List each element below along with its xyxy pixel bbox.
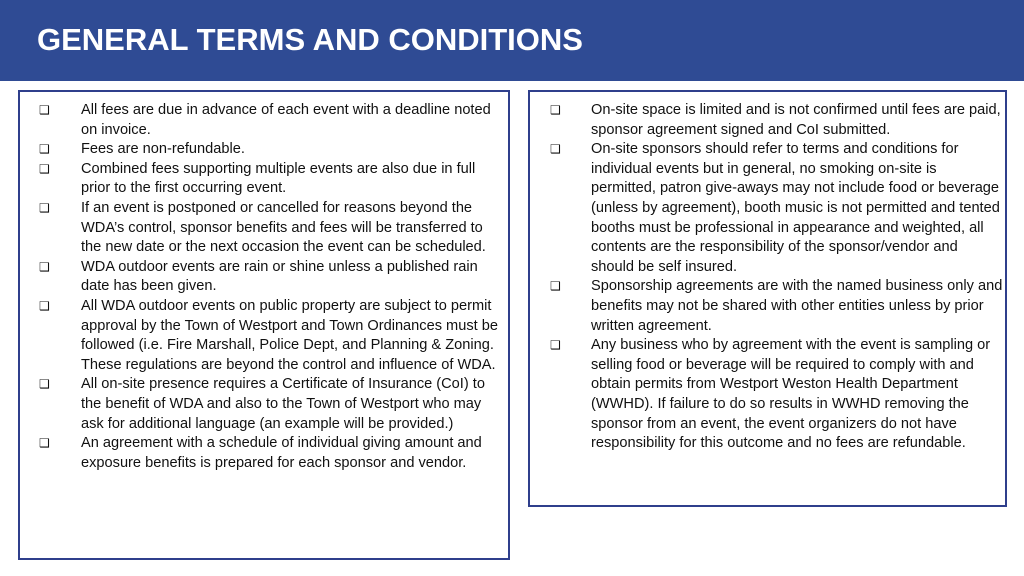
term-text: Combined fees supporting multiple events are also due in full prior to the first occurring event. xyxy=(81,160,476,197)
checkbox-square-icon: ❑ xyxy=(39,259,50,274)
term-text: On-site space is limited and is not confirmed until fees are paid, sponsor agreement signed and CoI submitted. xyxy=(591,102,1001,138)
checkbox-square-icon: ❑ xyxy=(39,142,50,157)
term-item xyxy=(530,101,1007,140)
checkbox-square-icon: ❑ xyxy=(39,200,50,215)
term-text: All WDA outdoor events on public property are subject to permit approval by the Town of Westport and Town Ordinances must be followed (i.e. Fire Marshall, Police Dept, and Planning & Zoning. These regulations are beyond the control and influence of WDA. xyxy=(81,297,498,373)
checkbox-square-icon: ❑ xyxy=(550,338,561,353)
left-terms-list xyxy=(20,101,510,473)
term-item xyxy=(20,199,510,258)
term-text: Sponsorship agreements are with the named business only and benefits may not be shared with other entities unless by prior written agreement. xyxy=(591,278,1003,334)
term-item xyxy=(530,140,1007,277)
checkbox-square-icon: ❑ xyxy=(39,161,50,176)
term-text: Any business who by agreement with the event is sampling or selling food or beverage will be required to comply with and obtain permits from Westport Weston Health Department (WWHD). If failure to do so results in WWHD removing the sponsor from an event, the event organizers do not have responsibility for this outcome and no fees are refundable. xyxy=(591,337,991,452)
term-item xyxy=(20,140,510,160)
term-text: On-site sponsors should refer to terms and conditions for individual events but in general, no smoking on-site is permitted, patron give-aways may not include food or beverage (unless by agreement), booth music is not permitted and tented booths must be professional in appearance and weighted, all contents are the responsibility of the sponsor/vendor and should be self insured. xyxy=(591,141,1000,275)
checkbox-square-icon: ❑ xyxy=(39,103,50,117)
term-item xyxy=(20,258,510,297)
checkbox-square-icon: ❑ xyxy=(39,436,50,451)
term-text: All fees are due in advance of each event with a deadline noted on invoice. xyxy=(81,102,491,138)
checkbox-square-icon: ❑ xyxy=(39,298,50,313)
term-item xyxy=(20,160,510,199)
term-item xyxy=(20,101,510,140)
right-terms-list xyxy=(530,101,1007,454)
right-terms-box xyxy=(528,90,1007,507)
term-item xyxy=(20,375,510,434)
term-text: Fees are non-refundable. xyxy=(81,141,245,158)
term-item xyxy=(530,336,1007,454)
term-item xyxy=(20,297,510,375)
term-item xyxy=(530,277,1007,336)
term-text: An agreement with a schedule of individual giving amount and exposure benefits is prepared for each sponsor and vendor. xyxy=(81,435,482,471)
left-terms-box xyxy=(18,90,510,560)
checkbox-square-icon: ❑ xyxy=(550,103,561,117)
term-text: WDA outdoor events are rain or shine unless a published rain date has been given. xyxy=(81,258,478,295)
checkbox-square-icon: ❑ xyxy=(550,279,561,294)
checkbox-square-icon: ❑ xyxy=(39,377,50,392)
term-item xyxy=(20,434,510,473)
title-bar xyxy=(0,0,1024,81)
page-title: GENERAL TERMS AND CONDITIONS xyxy=(37,22,583,57)
term-text: If an event is postponed or cancelled for reasons beyond the WDA’s control, sponsor benefits and fees will be transferred to the new date or the next occasion the event can be scheduled. xyxy=(81,199,486,256)
checkbox-square-icon: ❑ xyxy=(550,142,561,157)
term-text: All on-site presence requires a Certificate of Insurance (CoI) to the benefit of WDA and also to the Town of Westport who may ask for additional language (an example will be provided.) xyxy=(81,376,485,432)
